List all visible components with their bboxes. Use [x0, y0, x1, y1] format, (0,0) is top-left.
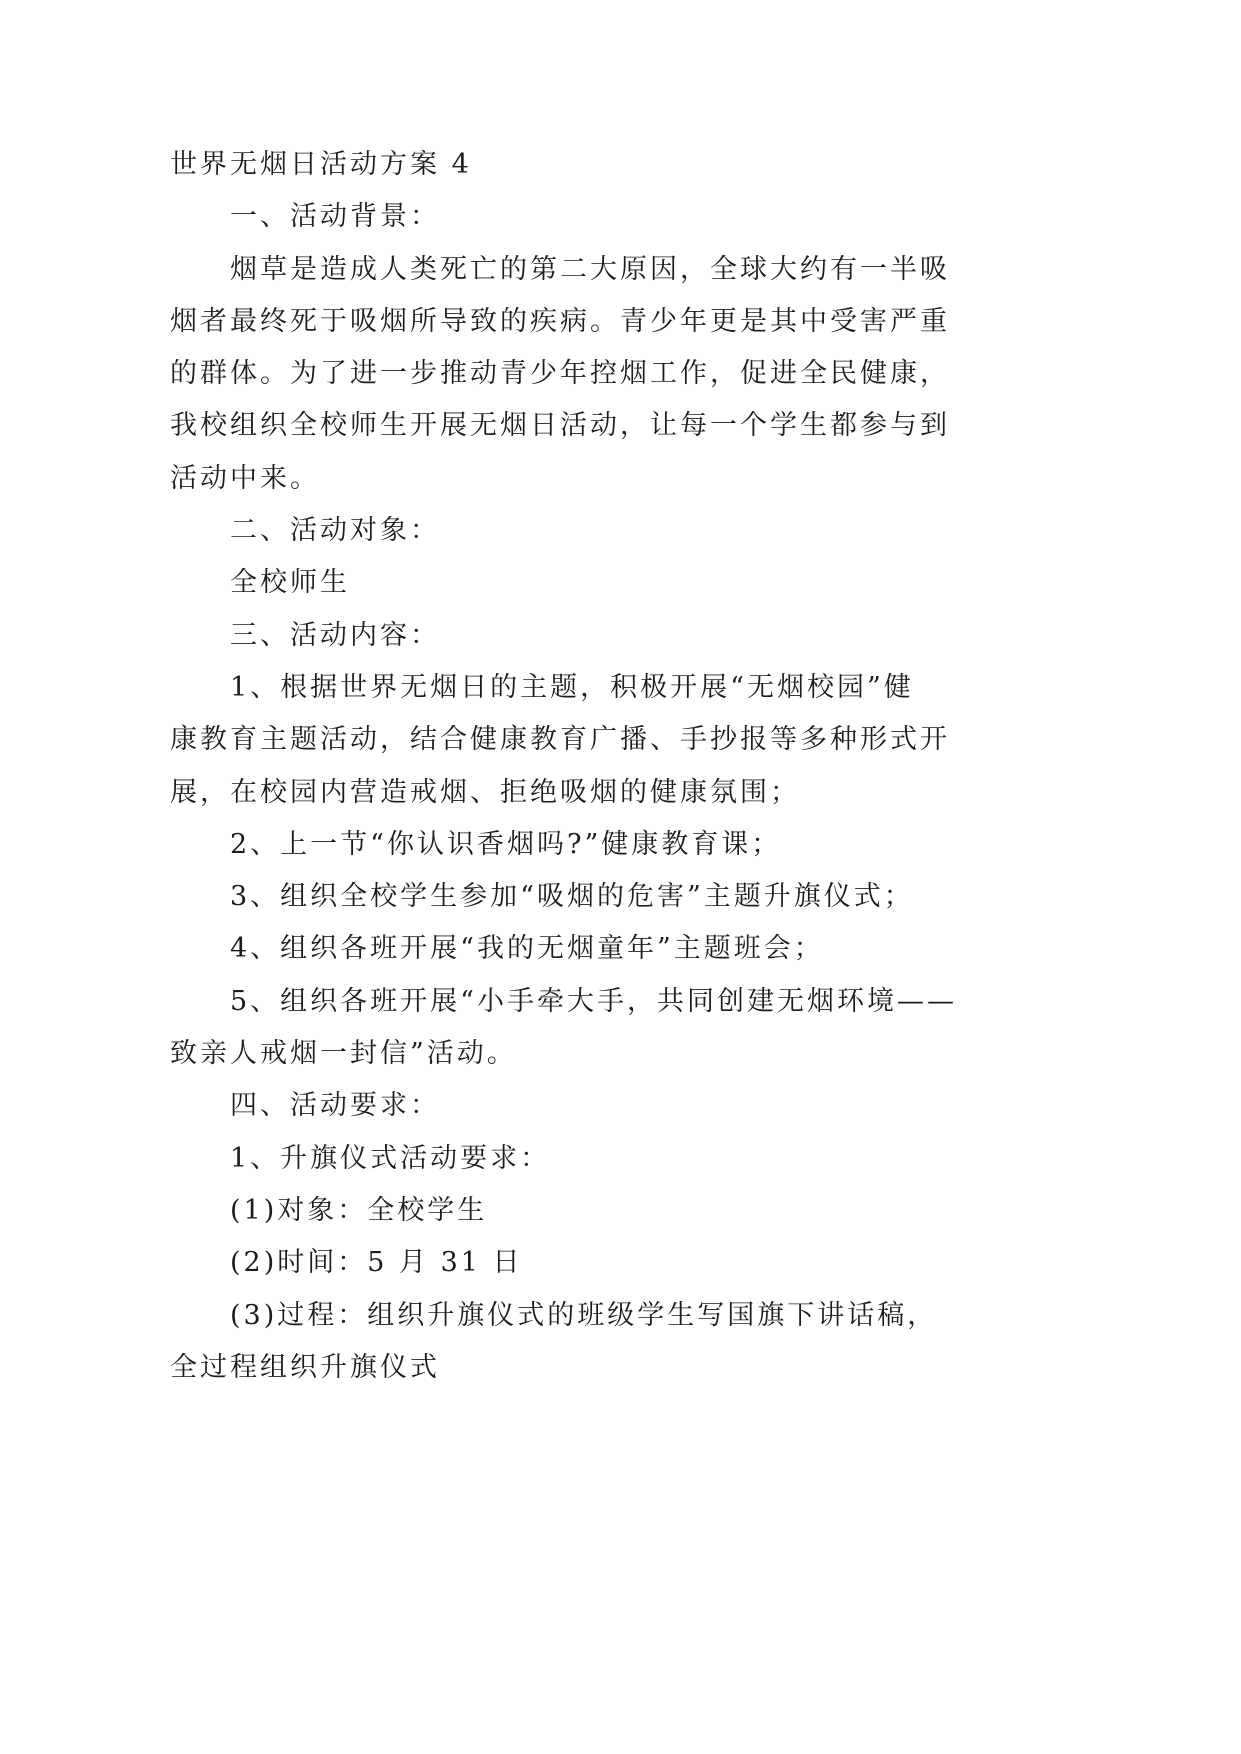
list-item-line: 5、组织各班开展“小手牵大手，共同创建无烟环境—— [230, 985, 957, 1017]
list-item-line: 4、组织各班开展“我的无烟童年”主题班会； [230, 933, 824, 965]
list-item-line: 展，在校园内营造戒烟、拒绝吸烟的健康氛围； [170, 776, 800, 808]
section-heading: 三、活动内容： [230, 619, 440, 651]
list-item-line: 2、上一节“你认识香烟吗?”健康教育课； [230, 828, 782, 860]
list-item-line: 致亲人戒烟一封信”活动。 [170, 1038, 517, 1070]
paragraph-line: 活动中来。 [170, 462, 320, 494]
paragraph-line: 烟草是造成人类死亡的第二大原因，全球大约有一半吸 [230, 253, 950, 285]
paragraph-line: 全校师生 [230, 567, 350, 599]
list-item-line: 1、根据世界无烟日的主题，积极开展“无烟校园”健 [230, 671, 914, 703]
list-item-line: (1)对象：全校学生 [230, 1194, 488, 1226]
document-title: 世界无烟日活动方案 4 [170, 149, 472, 180]
document-body [170, 139, 1070, 1394]
list-item-line: 全过程组织升旗仪式 [170, 1351, 440, 1383]
sub-heading: 1、升旗仪式活动要求： [230, 1142, 551, 1174]
section-heading: 二、活动对象： [230, 515, 440, 547]
section-heading: 四、活动要求： [230, 1090, 440, 1122]
section-heading: 一、活动背景： [230, 201, 440, 233]
paragraph-line: 的群体。为了进一步推动青少年控烟工作，促进全民健康， [170, 358, 950, 390]
list-item-line: (3)过程：组织升旗仪式的班级学生写国旗下讲话稿， [230, 1299, 938, 1331]
list-item-line: 康教育主题活动，结合健康教育广播、手抄报等多种形式开 [170, 724, 950, 756]
paragraph-line: 我校组织全校师生开展无烟日活动，让每一个学生都参与到 [170, 410, 950, 442]
paragraph-line: 烟者最终死于吸烟所导致的疾病。青少年更是其中受害严重 [170, 305, 950, 337]
list-item-line: (2)时间：5 月 31 日 [230, 1247, 523, 1279]
list-item-line: 3、组织全校学生参加“吸烟的危害”主题升旗仪式； [230, 881, 914, 913]
